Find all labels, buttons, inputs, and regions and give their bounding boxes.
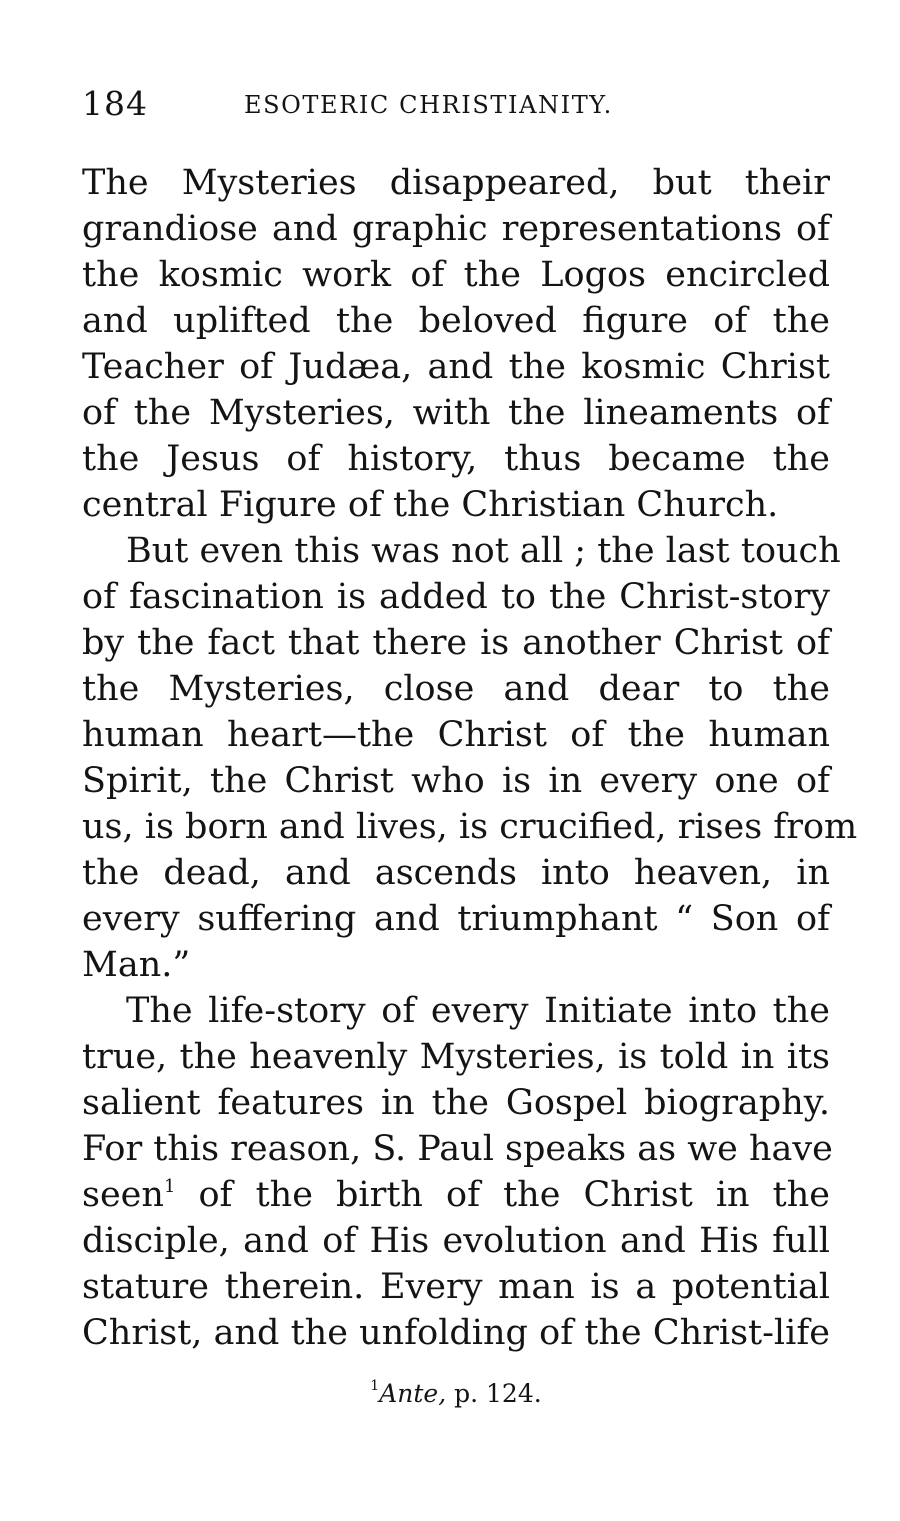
seen-word: seen <box>82 1175 164 1215</box>
text-line: salient features in the Gospel biography. <box>82 1083 830 1123</box>
text-line: The Mysteries disappeared, but their <box>82 163 830 203</box>
footnote-reference: 1 <box>163 1176 176 1197</box>
footnote-text: p. 124. <box>446 1379 542 1408</box>
text-line: us, is born and lives, is crucified, rises from <box>82 807 858 847</box>
page-number: 184 <box>82 84 148 123</box>
text-line: human heart—the Christ of the human <box>82 715 830 755</box>
text-line: the Mysteries, close and dear to the <box>82 669 830 709</box>
text-line: Man.” <box>82 945 191 985</box>
text-line: Teacher of Judæa, and the kosmic Christ <box>82 347 830 387</box>
text-line: the dead, and ascends into heaven, in <box>82 853 830 893</box>
text-line: Spirit, the Christ who is in every one of <box>82 761 830 801</box>
text-line: the kosmic work of the Logos encircled <box>82 255 830 295</box>
text-line: grandiose and graphic representations of <box>82 209 830 249</box>
running-header <box>82 84 832 124</box>
body-text <box>82 160 858 1356</box>
text-line: of fascination is added to the Christ-story <box>82 577 830 617</box>
text-line: the Jesus of history, thus became the <box>82 439 830 479</box>
text-line: true, the heavenly Mysteries, is told in its <box>82 1037 830 1077</box>
text-line: Christ, and the unfolding of the Christ-life <box>82 1313 830 1353</box>
footnote-marker: 1 <box>370 1378 380 1394</box>
text-line: stature therein. Every man is a potential <box>82 1267 830 1307</box>
text-line: by the fact that there is another Christ of <box>82 623 830 663</box>
line-remainder: of the birth of the Christ in the <box>198 1175 830 1215</box>
text-line: central Figure of the Christian Church. <box>82 485 779 525</box>
text-line: every suffering and triumphant “ Son of <box>82 899 830 939</box>
text-line-with-footnote-ref <box>82 1172 830 1218</box>
text-line: and uplifted the beloved figure of the <box>82 301 830 341</box>
text-line: The life-story of every Initiate into the <box>126 991 830 1031</box>
running-title: ESOTERIC CHRISTIANITY. <box>244 91 613 119</box>
footnote <box>0 1378 900 1410</box>
text-line: of the Mysteries, with the lineaments of <box>82 393 830 433</box>
footnote-italic: Ante, <box>379 1379 447 1408</box>
text-line: disciple, and of His evolution and His full <box>82 1221 830 1261</box>
text-line: But even this was not all ; the last touch <box>126 531 841 571</box>
text-line: For this reason, S. Paul speaks as we have <box>82 1129 833 1169</box>
